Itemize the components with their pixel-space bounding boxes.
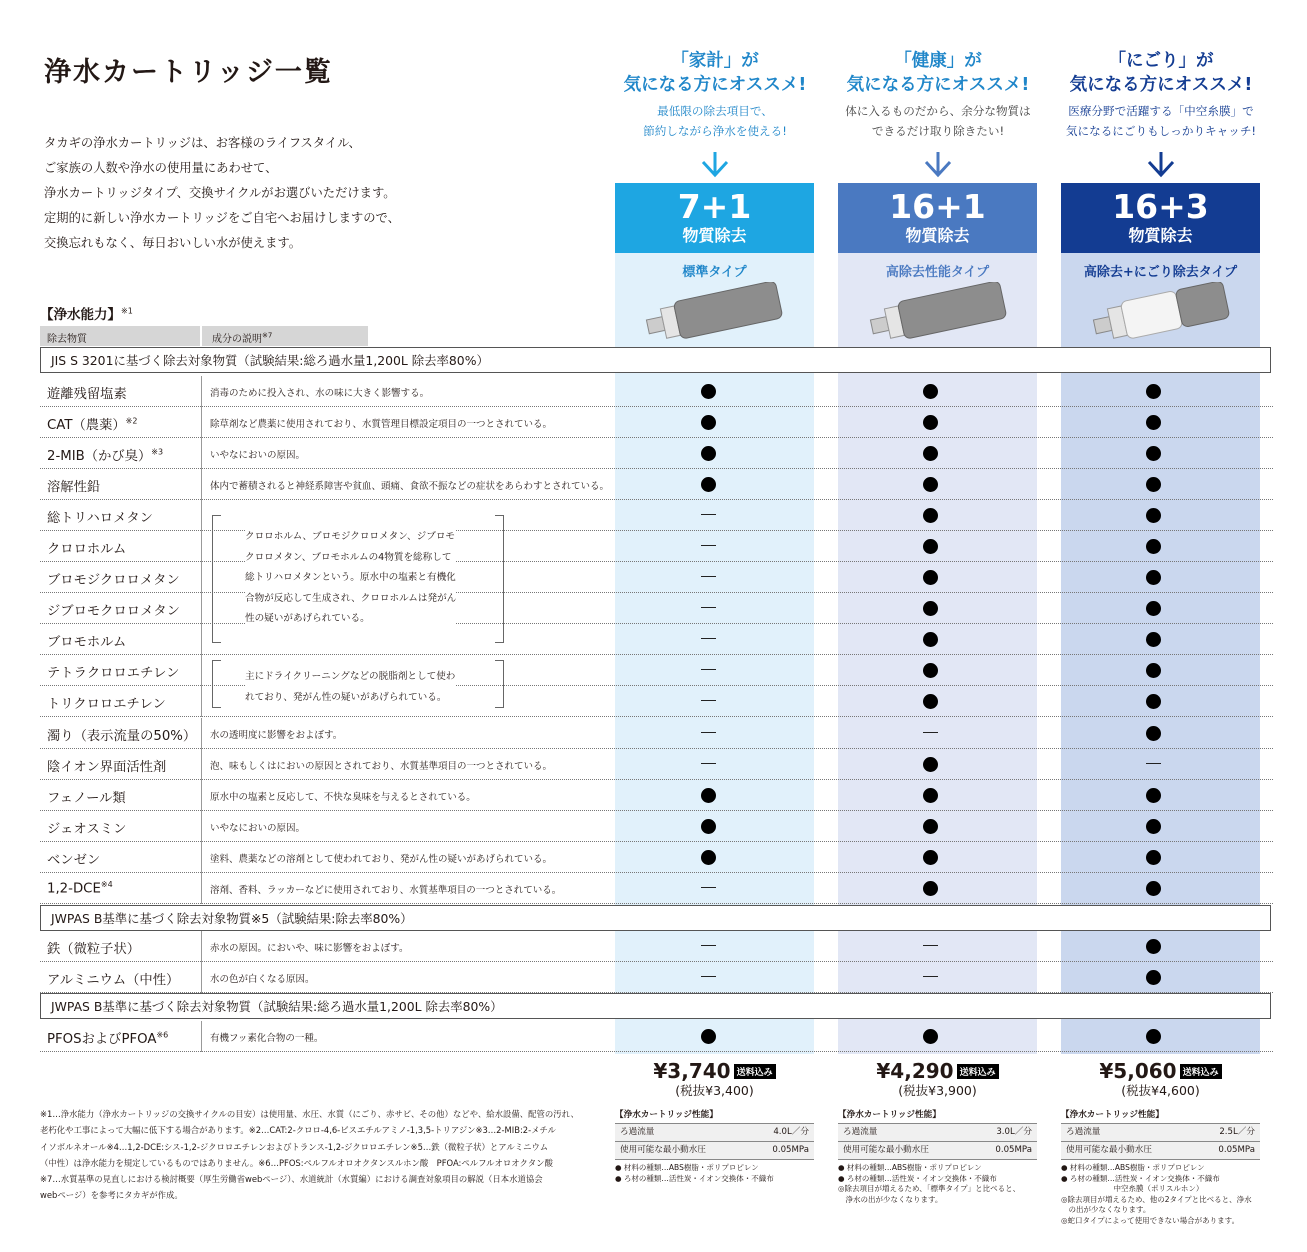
perf-note: ● 材料の種類…ABS樹脂・ポリプロピレン bbox=[838, 1163, 982, 1172]
section-header: JWPAS B基準に基づく除去対象物質※5（試験結果:除去率80%） bbox=[40, 905, 1271, 931]
column-divider bbox=[201, 1021, 202, 1052]
perf-value: 3.0L／分 bbox=[996, 1127, 1032, 1137]
price-standard bbox=[615, 1059, 814, 1099]
removal-dot bbox=[1146, 1029, 1161, 1044]
substance-name bbox=[47, 445, 163, 464]
removal-dot bbox=[923, 632, 938, 647]
count-box-standard bbox=[615, 183, 814, 253]
substance-description: いやなにおいの原因。 bbox=[210, 823, 306, 834]
row-divider bbox=[40, 992, 1273, 993]
removal-dot bbox=[1146, 384, 1161, 399]
substance-description: 溶剤、香料、ラッカーなどに使用されており、水質基準項目の一つとされている。 bbox=[210, 885, 562, 896]
removal-dot bbox=[923, 384, 938, 399]
substance-name bbox=[47, 662, 179, 681]
perf-note: 中空糸膜（ポリスルホン） bbox=[1061, 1184, 1204, 1193]
removal-dot bbox=[1146, 939, 1161, 954]
removal-dot bbox=[1146, 663, 1161, 678]
substance-name-text: ブロモホルム bbox=[47, 635, 127, 650]
substance-name bbox=[47, 631, 126, 650]
column-head1: 「健康」が bbox=[894, 51, 982, 71]
bracket-line: クロロメタン、ブロモホルムの4物質を総称して bbox=[245, 551, 452, 563]
substance-name-text: 溶解性鉛 bbox=[47, 480, 101, 495]
perf-title: 【浄水カートリッジ性能】 bbox=[615, 1110, 718, 1120]
perf-title: 【浄水カートリッジ性能】 bbox=[838, 1110, 941, 1120]
intro-line: 定期的に新しい浄水カートリッジをご自宅へお届けしますので、 bbox=[44, 211, 400, 225]
intro-text bbox=[44, 131, 400, 256]
removal-dot bbox=[1146, 819, 1161, 834]
removal-dot bbox=[701, 415, 716, 430]
perf-value: 0.05MPa bbox=[995, 1145, 1032, 1155]
shipping-badge: 送料込み bbox=[734, 1064, 776, 1079]
price-amount: ¥4,290 bbox=[876, 1059, 954, 1083]
substance-name bbox=[47, 787, 126, 806]
section-header: JWPAS B基準に基づく除去対象物質（試験結果:総ろ過水量1,200L 除去率80%） bbox=[40, 993, 1271, 1019]
price-amount: ¥5,060 bbox=[1099, 1059, 1177, 1083]
table-row bbox=[40, 873, 1273, 904]
removal-dot bbox=[701, 384, 716, 399]
removal-dot bbox=[1146, 850, 1161, 865]
perf-label: ろ過流量 bbox=[620, 1127, 655, 1137]
down-arrow-icon bbox=[1145, 150, 1177, 178]
perf-label: ろ過流量 bbox=[1066, 1127, 1101, 1137]
count-small: 物質除去 bbox=[682, 226, 747, 245]
removal-dot bbox=[1146, 601, 1161, 616]
substance-name-text: CAT（農薬） bbox=[47, 418, 126, 433]
footnotes bbox=[40, 1106, 579, 1204]
row-divider bbox=[40, 903, 1273, 904]
removal-dot bbox=[923, 694, 938, 709]
perf-note: ◎蛇口タイプによって使用できない場合があります。 bbox=[1061, 1215, 1240, 1225]
substance-name-text: 2-MIB（かび臭） bbox=[47, 449, 152, 464]
substance-name bbox=[47, 725, 196, 744]
substance-description: 原水中の塩素と反応して、不快な臭味を与えるとされている。 bbox=[210, 792, 476, 803]
count-box-turbidity bbox=[1061, 183, 1260, 253]
perf-high bbox=[838, 1108, 1037, 1205]
no-removal-dash bbox=[701, 700, 716, 701]
type-label-standard: 標準タイプ bbox=[682, 265, 747, 280]
footnote-line: ※7…水質基準の見直しにおける検討概要（厚生労働省webページ）、水道統計（水質編）における調査対象項目の解説（日本水道協会 bbox=[40, 1174, 543, 1185]
no-removal-dash bbox=[923, 976, 938, 977]
substance-name-text: フェノール類 bbox=[47, 791, 126, 806]
no-removal-dash bbox=[923, 945, 938, 946]
substance-name bbox=[47, 818, 126, 837]
substance-name-text: 鉄（微粒子状） bbox=[47, 942, 141, 957]
removal-dot bbox=[923, 415, 938, 430]
table-row bbox=[40, 376, 1273, 407]
substance-name-text: 陰イオン界面活性剤 bbox=[47, 760, 167, 775]
footnote-ref: ※7 bbox=[262, 331, 273, 340]
perf-value: 0.05MPa bbox=[1218, 1145, 1255, 1155]
column-head1: 「家計」が bbox=[671, 51, 759, 71]
substance-name bbox=[47, 1028, 168, 1047]
bracket-line: 主にドライクリーニングなどの脱脂剤として使わ bbox=[245, 671, 456, 682]
perf-note: ● ろ材の種類…活性炭・イオン交換体・不織布 bbox=[1061, 1173, 1220, 1183]
bracket-text-solvent bbox=[245, 667, 455, 708]
footnote-line: 老朽化や工事によって大幅に低下する場合があります。※2…CAT:2-クロロ-4,6-ビスエチルアミノ-1,3,5-トリアジン※3…2-MIB:2-メチル bbox=[40, 1125, 556, 1136]
bracket-line: 性の疑いがあげられている。 bbox=[245, 613, 370, 624]
substance-name-text: 遊離残留塩素 bbox=[47, 387, 127, 402]
table-row bbox=[40, 407, 1273, 438]
removal-dot bbox=[701, 446, 716, 461]
perf-note: ◎除去項目が増えるため、他の2タイプと比べると、浄水 bbox=[1061, 1194, 1252, 1204]
removal-dot bbox=[1146, 970, 1161, 985]
column-head2: 気になる方にオススメ! bbox=[623, 75, 807, 95]
table-header-col1 bbox=[40, 326, 200, 346]
substance-description: 除草剤など農薬に使用されており、水質管理目標設定項目の一つとされている。 bbox=[210, 419, 553, 430]
footnote-ref: ※6 bbox=[156, 1030, 169, 1040]
no-removal-dash bbox=[701, 887, 716, 888]
cartridge-image bbox=[862, 282, 1012, 340]
ability-label bbox=[40, 303, 133, 323]
bracket-line: 総トリハロメタンという。原水中の塩素と有機化 bbox=[245, 572, 456, 583]
perf-turbidity bbox=[1061, 1108, 1260, 1226]
perf-note: ● 材料の種類…ABS樹脂・ポリプロピレン bbox=[1061, 1163, 1205, 1172]
substance-description: 泡、味もしくはにおいの原因とされており、水質基準項目の一つとされている。 bbox=[210, 761, 553, 772]
substance-description: 有機フッ素化合物の一種。 bbox=[210, 1033, 324, 1044]
removal-dot bbox=[923, 881, 938, 896]
header-label: 成分の説明 bbox=[212, 334, 262, 345]
no-removal-dash bbox=[701, 763, 716, 764]
table-row bbox=[40, 931, 1273, 962]
column-divider bbox=[201, 407, 202, 438]
cartridge-image bbox=[638, 282, 788, 340]
column-header-turbidity bbox=[1046, 49, 1276, 141]
column-head2: 気になる方にオススメ! bbox=[1069, 75, 1253, 95]
removal-dot bbox=[701, 850, 716, 865]
perf-value: 4.0L／分 bbox=[773, 1127, 809, 1137]
type-label-turbidity: 高除去+にごり除去タイプ bbox=[1083, 265, 1238, 280]
column-head1: 「にごり」が bbox=[1108, 51, 1214, 71]
substance-name bbox=[47, 383, 127, 402]
bracket-line: 合物が反応して生成され、クロロホルムは発がん bbox=[245, 592, 457, 604]
column-divider bbox=[201, 686, 202, 717]
column-sub-line: 体に入るものだから、余分な物質は bbox=[845, 104, 1031, 118]
count-box-high bbox=[838, 183, 1037, 253]
column-divider bbox=[201, 811, 202, 842]
column-divider bbox=[201, 873, 202, 904]
count-big: 16+3 bbox=[1112, 187, 1209, 226]
price-turbidity bbox=[1061, 1059, 1260, 1099]
removal-dot bbox=[923, 1029, 938, 1044]
row-divider bbox=[40, 1051, 1273, 1052]
substance-name-text: アルミニウム（中性） bbox=[47, 973, 180, 988]
column-sub bbox=[600, 101, 830, 141]
price-tax: (税抜¥3,400) bbox=[675, 1083, 754, 1098]
substance-name-text: ブロモジクロロメタン bbox=[47, 573, 180, 588]
substance-name-text: テトラクロロエチレン bbox=[47, 666, 180, 681]
substance-name bbox=[47, 538, 126, 557]
removal-dot bbox=[701, 788, 716, 803]
perf-standard bbox=[615, 1108, 814, 1184]
price-amount: ¥3,740 bbox=[653, 1059, 731, 1083]
bracket-text-thm bbox=[245, 527, 456, 630]
substance-name-text: ジブロモクロロメタン bbox=[47, 604, 180, 619]
column-divider bbox=[201, 531, 202, 562]
column-sub bbox=[823, 101, 1053, 141]
removal-dot bbox=[923, 757, 938, 772]
perf-value: 2.5L／分 bbox=[1219, 1127, 1255, 1137]
no-removal-dash bbox=[701, 732, 716, 733]
removal-dot bbox=[923, 850, 938, 865]
column-divider bbox=[201, 718, 202, 749]
removal-dot bbox=[923, 539, 938, 554]
substance-description: 体内で蓄積されると神経系障害や貧血、頭痛、食欲不振などの症状をあらわすとされている。 bbox=[210, 481, 610, 492]
column-sub-line: 気になるにごりもしっかりキャッチ! bbox=[1065, 124, 1257, 138]
substance-name-text: 濁り（表示流量の50%） bbox=[47, 729, 197, 744]
table-row bbox=[40, 469, 1273, 500]
substance-name-text: ベンゼン bbox=[47, 853, 101, 868]
column-divider bbox=[201, 655, 202, 686]
count-big: 16+1 bbox=[889, 187, 986, 226]
removal-dot bbox=[1146, 539, 1161, 554]
removal-dot bbox=[1146, 415, 1161, 430]
substance-name bbox=[47, 569, 180, 588]
no-removal-dash bbox=[923, 732, 938, 733]
perf-note: ● 材料の種類…ABS樹脂・ポリプロピレン bbox=[615, 1163, 759, 1172]
page-title: 浄水カートリッジ一覧 bbox=[44, 57, 333, 88]
substance-description: いやなにおいの原因。 bbox=[210, 450, 306, 461]
bracket-line: れており、発がん性の疑いがあげられている。 bbox=[245, 691, 447, 703]
count-small: 物質除去 bbox=[905, 226, 970, 245]
removal-dot bbox=[1146, 694, 1161, 709]
perf-title: 【浄水カートリッジ性能】 bbox=[1061, 1110, 1164, 1120]
column-header-standard bbox=[600, 49, 830, 141]
substance-name bbox=[47, 476, 100, 495]
removal-dot bbox=[923, 601, 938, 616]
table-row bbox=[40, 438, 1273, 469]
removal-dot bbox=[701, 1029, 716, 1044]
removal-dot bbox=[701, 477, 716, 492]
removal-dot bbox=[1146, 570, 1161, 585]
removal-dot bbox=[1146, 632, 1161, 647]
substance-name bbox=[47, 756, 166, 775]
table-row bbox=[40, 780, 1273, 811]
substance-description: 水の透明度に影響をおよぼす。 bbox=[210, 730, 343, 741]
footnote-ref: ※1 bbox=[121, 306, 133, 316]
table-header-col2 bbox=[202, 326, 368, 346]
footnote-line: webページ）を参考にタカギが作成。 bbox=[40, 1190, 183, 1201]
perf-value: 0.05MPa bbox=[772, 1145, 809, 1155]
perf-label: 使用可能な最小動水圧 bbox=[843, 1145, 929, 1155]
column-divider bbox=[201, 376, 202, 407]
bracket-line: クロロホルム、ブロモジクロロメタン、ジブロモ bbox=[245, 531, 456, 542]
removal-dot bbox=[1146, 446, 1161, 461]
substance-name bbox=[47, 880, 113, 896]
removal-dot bbox=[1146, 508, 1161, 523]
type-label-high: 高除去性能タイプ bbox=[885, 265, 990, 280]
substance-name-text: PFOSおよびPFOA bbox=[47, 1032, 157, 1047]
substance-name bbox=[47, 969, 179, 988]
substance-description: 赤水の原因。においや、味に影響をおよぼす。 bbox=[210, 943, 409, 954]
removal-dot bbox=[1146, 726, 1161, 741]
substance-name bbox=[47, 849, 100, 868]
footnote-ref: ※2 bbox=[125, 416, 138, 426]
perf-note: 浄水の出が少なくなります。 bbox=[838, 1194, 943, 1204]
column-divider bbox=[201, 780, 202, 811]
column-divider bbox=[201, 500, 202, 531]
footnote-line: （中性）は浄水能力を規定しているものではありません。※6…PFOS:ペルフルオロオクタンスルホン酸 PFOA:ペルフルオロオクタン酸 bbox=[40, 1157, 553, 1168]
column-sub-line: 医療分野で活躍する「中空糸膜」で bbox=[1068, 104, 1254, 118]
column-header-high bbox=[823, 49, 1053, 141]
substance-description: 水の色が白くなる原因。 bbox=[210, 974, 315, 985]
table-row bbox=[40, 1021, 1273, 1052]
substance-name-text: ジェオスミン bbox=[47, 822, 127, 837]
section-header: JIS S 3201に基づく除去対象物質（試験結果:総ろ過水量1,200L 除去率80%） bbox=[40, 347, 1271, 373]
substance-name bbox=[47, 938, 140, 957]
substance-description: 消毒のために投入され、水の味に大きく影響する。 bbox=[210, 388, 430, 399]
shipping-badge: 送料込み bbox=[1180, 1064, 1222, 1079]
table-row bbox=[40, 811, 1273, 842]
table-row bbox=[40, 718, 1273, 749]
perf-note: の出が少なくなります。 bbox=[1061, 1205, 1151, 1214]
column-divider bbox=[201, 749, 202, 780]
substance-name-text: 1,2-DCE bbox=[47, 881, 101, 897]
substance-description: 塗料、農薬などの溶剤として使われており、発がん性の疑いがあげられている。 bbox=[210, 854, 553, 865]
column-divider bbox=[201, 593, 202, 624]
removal-dot bbox=[1146, 881, 1161, 896]
removal-dot bbox=[923, 570, 938, 585]
column-head2: 気になる方にオススメ! bbox=[846, 75, 1030, 95]
table-row bbox=[40, 842, 1273, 873]
column-divider bbox=[201, 931, 202, 962]
column-divider bbox=[201, 438, 202, 469]
intro-line: 交換忘れもなく、毎日おいしい水が使えます。 bbox=[44, 236, 302, 250]
perf-label: ろ過流量 bbox=[843, 1127, 878, 1137]
removal-dot bbox=[923, 663, 938, 678]
no-removal-dash bbox=[701, 576, 716, 577]
column-sub-line: できるだけ取り除きたい! bbox=[871, 124, 1005, 138]
footnote-ref: ※4 bbox=[100, 880, 113, 889]
intro-line: 浄水カートリッジタイプ、交換サイクルがお選びいただけます。 bbox=[44, 186, 396, 200]
shipping-badge: 送料込み bbox=[957, 1064, 999, 1079]
no-removal-dash bbox=[701, 607, 716, 608]
no-removal-dash bbox=[701, 669, 716, 670]
count-big: 7+1 bbox=[677, 187, 752, 226]
perf-note: ◎除去項目が増えるため、「標準タイプ」と比べると、 bbox=[838, 1184, 1021, 1193]
no-removal-dash bbox=[1146, 763, 1161, 764]
removal-dot bbox=[923, 788, 938, 803]
no-removal-dash bbox=[701, 638, 716, 639]
no-removal-dash bbox=[701, 945, 716, 946]
cartridge-image bbox=[1085, 282, 1235, 340]
no-removal-dash bbox=[701, 976, 716, 977]
substance-name-text: クロロホルム bbox=[47, 542, 127, 557]
count-small: 物質除去 bbox=[1128, 226, 1193, 245]
perf-note: ● ろ材の種類…活性炭・イオン交換体・不織布 bbox=[615, 1173, 774, 1183]
footnote-line: イソボルネオール※4…1,2-DCE:シス-1,2-ジクロロエチレンおよびトランス-1,2-ジクロロエチレン※5…鉄（微粒子状）とアルミニウム bbox=[40, 1141, 549, 1152]
removal-dot bbox=[923, 477, 938, 492]
down-arrow-icon bbox=[699, 150, 731, 178]
perf-note: ● ろ材の種類…活性炭・イオン交換体・不織布 bbox=[838, 1173, 997, 1183]
no-removal-dash bbox=[701, 514, 716, 515]
column-divider bbox=[201, 624, 202, 655]
perf-label: 使用可能な最小動水圧 bbox=[620, 1145, 706, 1155]
footnote-line: ※1…浄水能力（浄水カートリッジの交換サイクルの目安）は使用量、水圧、水質（にごり、赤サビ、その他）などや、給水設備、配管の汚れ、 bbox=[40, 1109, 579, 1119]
ability-label-text: 【浄水能力】 bbox=[40, 307, 121, 323]
column-sub bbox=[1046, 101, 1276, 141]
no-removal-dash bbox=[701, 545, 716, 546]
intro-line: タカギの浄水カートリッジは、お客様のライフスタイル、 bbox=[44, 136, 361, 150]
substance-name-text: トリクロロエチレン bbox=[47, 697, 166, 712]
down-arrow-icon bbox=[922, 150, 954, 178]
column-divider bbox=[201, 562, 202, 593]
row-divider bbox=[40, 716, 1273, 717]
removal-dot bbox=[701, 819, 716, 834]
price-tax: (税抜¥3,900) bbox=[898, 1083, 977, 1098]
substance-name bbox=[47, 693, 166, 712]
removal-dot bbox=[1146, 477, 1161, 492]
column-divider bbox=[201, 842, 202, 873]
column-sub-line: 節約しながら浄水を使える! bbox=[643, 124, 787, 138]
column-divider bbox=[201, 962, 202, 993]
substance-name bbox=[47, 507, 153, 526]
header-label: 除去物質 bbox=[47, 334, 87, 345]
price-high bbox=[838, 1059, 1037, 1099]
removal-dot bbox=[1146, 788, 1161, 803]
removal-dot bbox=[923, 819, 938, 834]
table-row bbox=[40, 749, 1273, 780]
substance-name bbox=[47, 600, 180, 619]
price-tax: (税抜¥4,600) bbox=[1121, 1083, 1200, 1098]
column-sub-line: 最低限の除去項目で、 bbox=[657, 104, 773, 118]
removal-dot bbox=[923, 446, 938, 461]
substance-name-text: 総トリハロメタン bbox=[47, 511, 153, 526]
substance-name bbox=[47, 414, 137, 433]
perf-label: 使用可能な最小動水圧 bbox=[1066, 1145, 1152, 1155]
footnote-ref: ※3 bbox=[151, 447, 164, 457]
table-row bbox=[40, 962, 1273, 993]
intro-line: ご家族の人数や浄水の使用量にあわせて、 bbox=[44, 161, 278, 175]
removal-dot bbox=[923, 508, 938, 523]
column-divider bbox=[201, 469, 202, 500]
